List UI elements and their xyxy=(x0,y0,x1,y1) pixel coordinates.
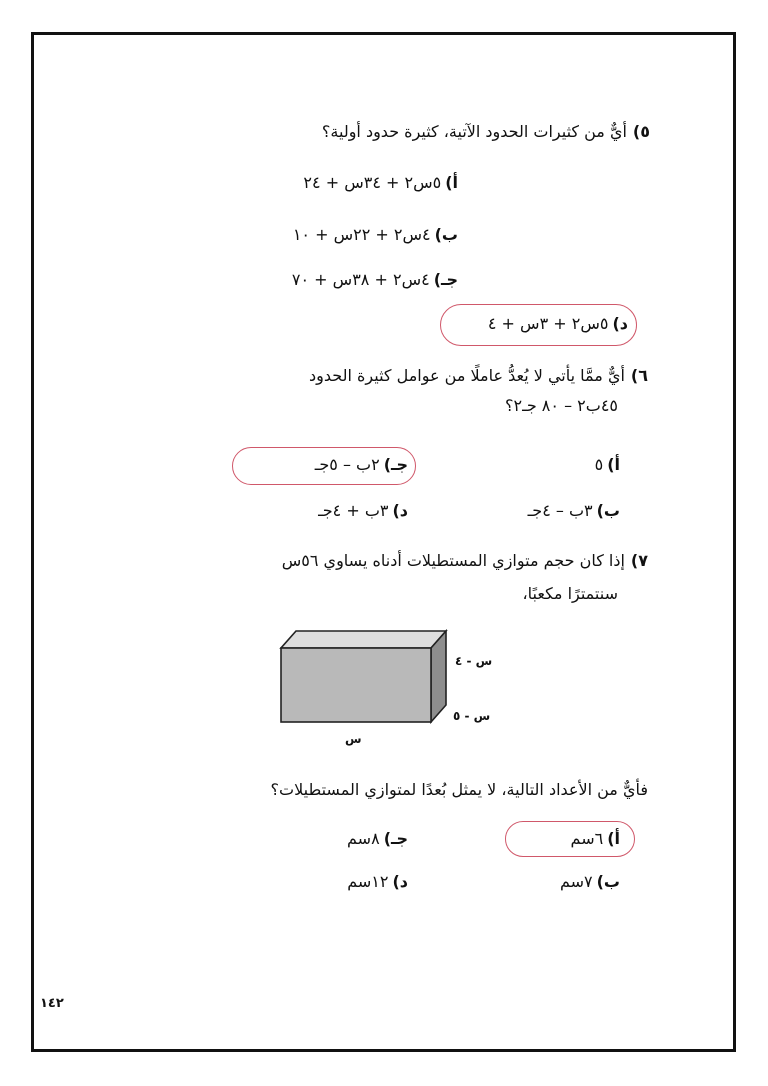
q6-option-b: ب)٣ب – ٤جـ xyxy=(527,501,620,520)
q7-option-c: جـ)٨سم xyxy=(347,829,408,848)
question-7-text-line2: سنتمترًا مكعبًا، xyxy=(522,584,618,603)
q6-option-c: جـ)٢ب – ٥جـ xyxy=(314,455,408,474)
page-number: ١٤٢ xyxy=(40,996,64,1011)
question-6 xyxy=(309,366,648,385)
prism-front-face xyxy=(281,648,431,722)
q5-option-d: د)٥س٢ + ٣س + ٤ xyxy=(487,314,628,333)
question-5 xyxy=(322,122,650,141)
question-7 xyxy=(282,551,648,570)
q7-option-d: د)١٢سم xyxy=(347,872,408,891)
question-6-number: ٦) xyxy=(630,366,648,385)
prism-side-face xyxy=(431,631,446,722)
question-5-number: ٥) xyxy=(632,122,650,141)
label-length: س xyxy=(345,732,362,746)
q7-option-b: ب)٧سم xyxy=(559,872,620,891)
question-7-number: ٧) xyxy=(630,551,648,570)
label-depth: س - ٥ xyxy=(453,709,491,723)
question-6-expression: ٤٥ب٢ – ٨٠ جـ٢؟ xyxy=(505,396,618,415)
rectangular-prism-figure xyxy=(276,628,456,728)
q6-option-a: أ)٥ xyxy=(594,455,620,474)
question-6-text: أيٌّ ممَّا يأتي لا يُعدُّ عاملًا من عوامل كثيرة الحدود xyxy=(309,366,625,385)
question-7-prompt: فأيٌّ من الأعداد التالية، لا يمثل بُعدًا لمتوازي المستطيلات؟ xyxy=(270,780,648,799)
q5-option-a: أ)٥س٢ + ٣٤س + ٢٤ xyxy=(303,173,458,192)
q5-option-c: جـ)٤س٢ + ٣٨س + ٧٠ xyxy=(291,270,458,289)
question-5-text: أيٌّ من كثيرات الحدود الآتية، كثيرة حدود أولية؟ xyxy=(321,122,627,141)
q7-option-a: أ)٦سم xyxy=(570,829,620,848)
q5-option-b: ب)٤س٢ + ٢٢س + ١٠ xyxy=(292,225,458,244)
q6-option-d: د)٣ب + ٤جـ xyxy=(318,501,408,520)
question-7-text: إذا كان حجم متوازي المستطيلات أدناه يساوي ٥٦س xyxy=(281,551,625,570)
label-height: س - ٤ xyxy=(455,654,493,668)
prism-top-face xyxy=(281,631,446,648)
